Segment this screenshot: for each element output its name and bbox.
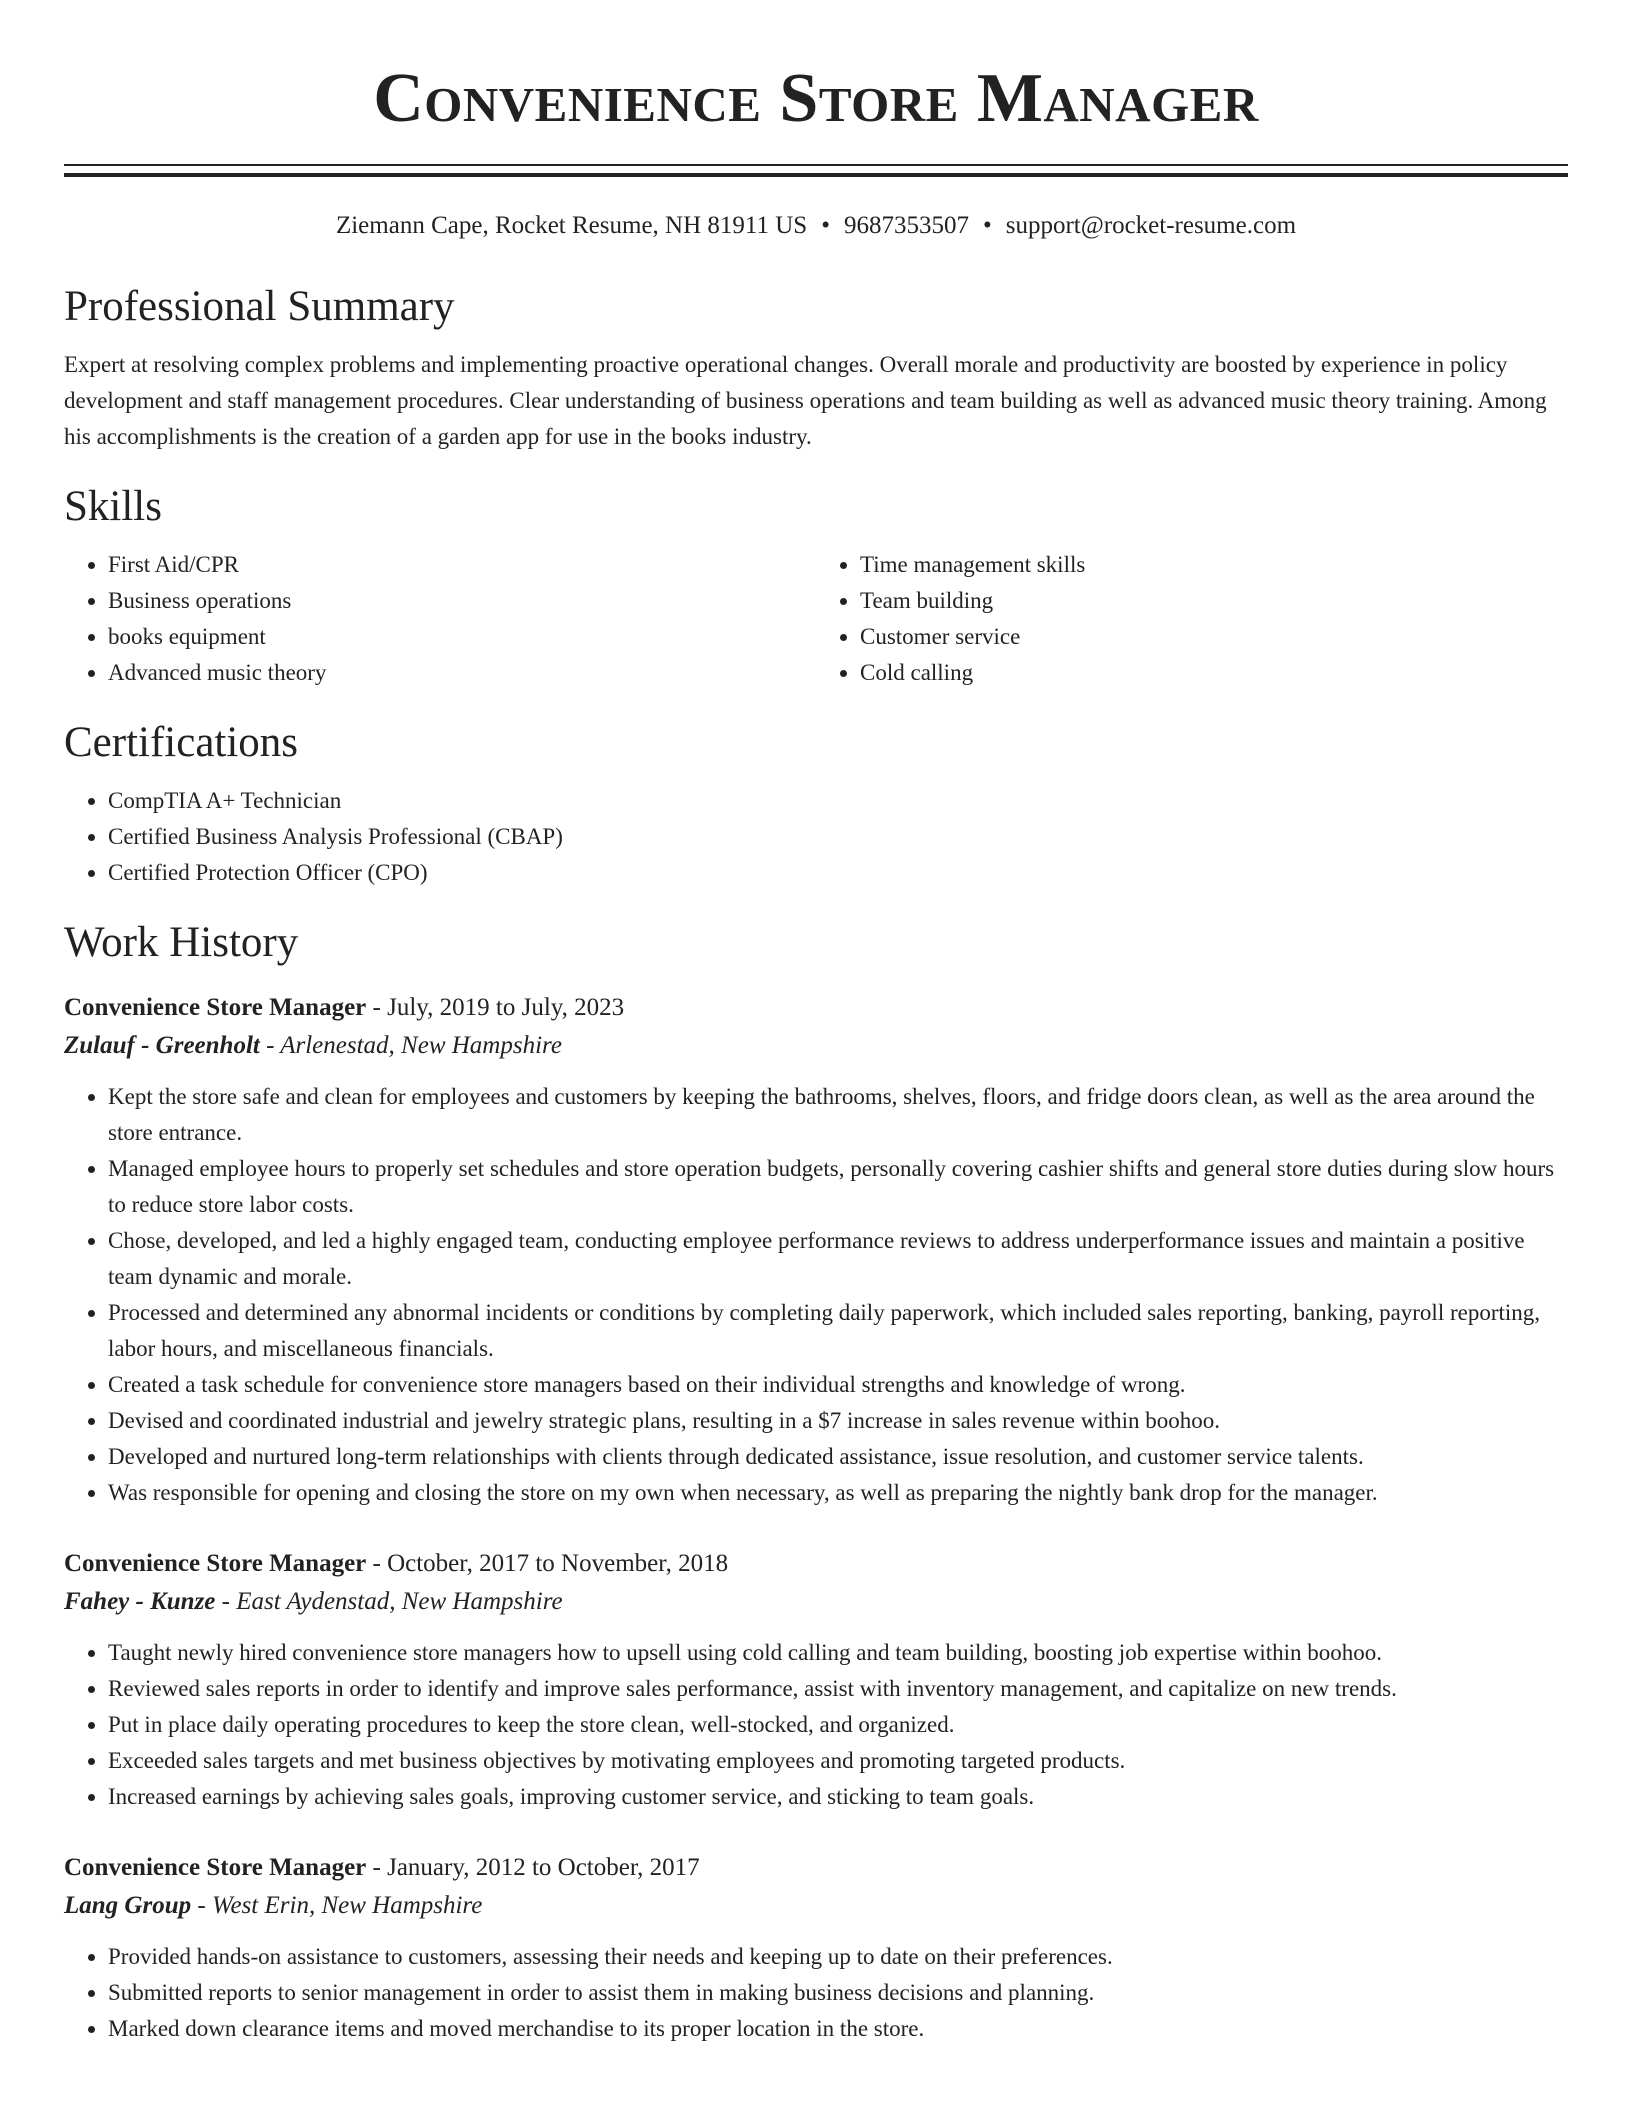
job-bullet: • Submitted reports to senior management in order to assist them in making business decisions and planning. — [108, 1975, 1568, 2011]
skill-item: • books equipment — [108, 619, 816, 655]
skill-item: • First Aid/CPR — [108, 547, 816, 583]
title-rule-thin — [64, 164, 1568, 166]
job-bullet: • Put in place daily operating procedures to keep the store clean, well-stocked, and organized. — [108, 1707, 1568, 1743]
job-bullet: • Kept the store safe and clean for employees and customers by keeping the bathrooms, shelves, floors, and fridge doors clean, as well as the area around the store entrance. — [108, 1079, 1568, 1151]
certification-item: • Certified Business Analysis Professional (CBAP) — [108, 819, 1568, 855]
job-bullet: • Taught newly hired convenience store managers how to upsell using cold calling and team building, boosting job expertise within boohoo. — [108, 1635, 1568, 1671]
job-company: Fahey - Kunze — [64, 1588, 216, 1615]
work-history-heading: Work History — [64, 919, 299, 966]
job-entry — [64, 1545, 1568, 1815]
contact-address: Ziemann Cape, Rocket Resume, NH 81911 US — [335, 212, 808, 239]
job-company: Zulauf - Greenholt — [64, 1032, 260, 1059]
certification-item: • CompTIA A+ Technician — [108, 783, 1568, 819]
job-title-line — [64, 989, 1568, 1027]
job-title-line — [64, 1545, 1568, 1583]
skill-item: • Team building — [860, 583, 1568, 619]
skill-item: • Customer service — [860, 619, 1568, 655]
certifications-list — [64, 783, 1568, 891]
certification-item: • Certified Protection Officer (CPO) — [108, 855, 1568, 891]
skill-item: • Advanced music theory — [108, 655, 816, 691]
skill-item: • Business operations — [108, 583, 816, 619]
job-bullet: • Devised and coordinated industrial and jewelry strategic plans, resulting in a $7 increase in sales revenue within boohoo. — [108, 1403, 1568, 1439]
skill-item: • Cold calling — [860, 655, 1568, 691]
job-title-line — [64, 1849, 1568, 1887]
job-bullet: • Chose, developed, and led a highly engaged team, conducting employee performance reviews to address underperformance issues and maintain a positive team dynamic and morale. — [108, 1223, 1568, 1295]
skills-list-left — [64, 547, 816, 691]
job-bullet: • Processed and determined any abnormal incidents or conditions by completing daily paperwork, which included sales reporting, banking, payroll reporting, labor hours, and miscellaneous financials. — [108, 1295, 1568, 1367]
job-bullet: • Managed employee hours to properly set schedules and store operation budgets, personally covering cashier shifts and general store duties during slow hours to reduce store labor costs. — [108, 1151, 1568, 1223]
job-bullet: • Increased earnings by achieving sales goals, improving customer service, and sticking to team goals. — [108, 1779, 1568, 1815]
skills-columns — [64, 547, 1568, 691]
summary-text: Expert at resolving complex problems and implementing proactive operational changes. Overall morale and productivity are boosted by experience in policy development and staff management procedures. Clear understanding of business operations and team building as well as advanced music theory training. Among his accomplishments is the creation of a garden app for use in the books industry. — [64, 352, 1547, 449]
job-bullet: • Reviewed sales reports in order to identify and improve sales performance, assist with inventory management, and capitalize on new trends. — [108, 1671, 1568, 1707]
summary-heading: Professional Summary — [64, 283, 455, 330]
job-bullet: • Developed and nurtured long-term relationships with clients through dedicated assistance, issue resolution, and customer service talents. — [108, 1439, 1568, 1475]
resume-page — [64, 0, 1568, 2047]
contact-line — [64, 211, 1568, 241]
job-employer-line — [64, 1583, 1568, 1621]
job-bullet: • Was responsible for opening and closing the store on my own when necessary, as well as preparing the nightly bank drop for the manager. — [108, 1475, 1568, 1511]
skill-item: • Time management skills — [860, 547, 1568, 583]
skills-heading: Skills — [64, 483, 162, 530]
job-employer-line — [64, 1887, 1568, 1925]
job-location: - Arlenestad, New Hampshire — [259, 1032, 562, 1059]
job-bullets — [64, 1079, 1568, 1511]
contact-separator: • — [821, 212, 830, 239]
skills-list-right — [816, 547, 1568, 691]
job-position: Convenience Store Manager — [64, 994, 367, 1021]
job-dates: - July, 2019 to July, 2023 — [366, 994, 625, 1021]
job-location: - West Erin, New Hampshire — [191, 1892, 483, 1919]
job-company: Lang Group — [64, 1892, 192, 1919]
job-entry — [64, 989, 1568, 1511]
certifications-heading: Certifications — [64, 719, 299, 766]
resume-title: Convenience Store Manager — [373, 60, 1259, 137]
job-location: - East Aydenstad, New Hampshire — [215, 1588, 563, 1615]
job-bullet: • Marked down clearance items and moved merchandise to its proper location in the store. — [108, 2011, 1568, 2047]
job-dates: - October, 2017 to November, 2018 — [366, 1550, 729, 1577]
job-position: Convenience Store Manager — [64, 1854, 367, 1881]
job-bullets — [64, 1635, 1568, 1815]
contact-separator: • — [982, 212, 992, 239]
job-dates: - January, 2012 to October, 2017 — [366, 1854, 700, 1881]
job-entry — [64, 1849, 1568, 2047]
contact-phone: 9687353507 — [843, 212, 969, 239]
job-bullet: • Created a task schedule for convenience store managers based on their individual strengths and knowledge of wrong. — [108, 1367, 1568, 1403]
job-position: Convenience Store Manager — [64, 1550, 367, 1577]
job-employer-line — [64, 1027, 1568, 1065]
job-bullets — [64, 1939, 1568, 2047]
contact-email[interactable]: support@rocket-resume.com — [1005, 212, 1297, 239]
job-bullet: • Provided hands-on assistance to customers, assessing their needs and keeping up to date on their preferences. — [108, 1939, 1568, 1975]
job-bullet: • Exceeded sales targets and met business objectives by motivating employees and promoting targeted products. — [108, 1743, 1568, 1779]
title-rule-thick — [64, 173, 1568, 177]
